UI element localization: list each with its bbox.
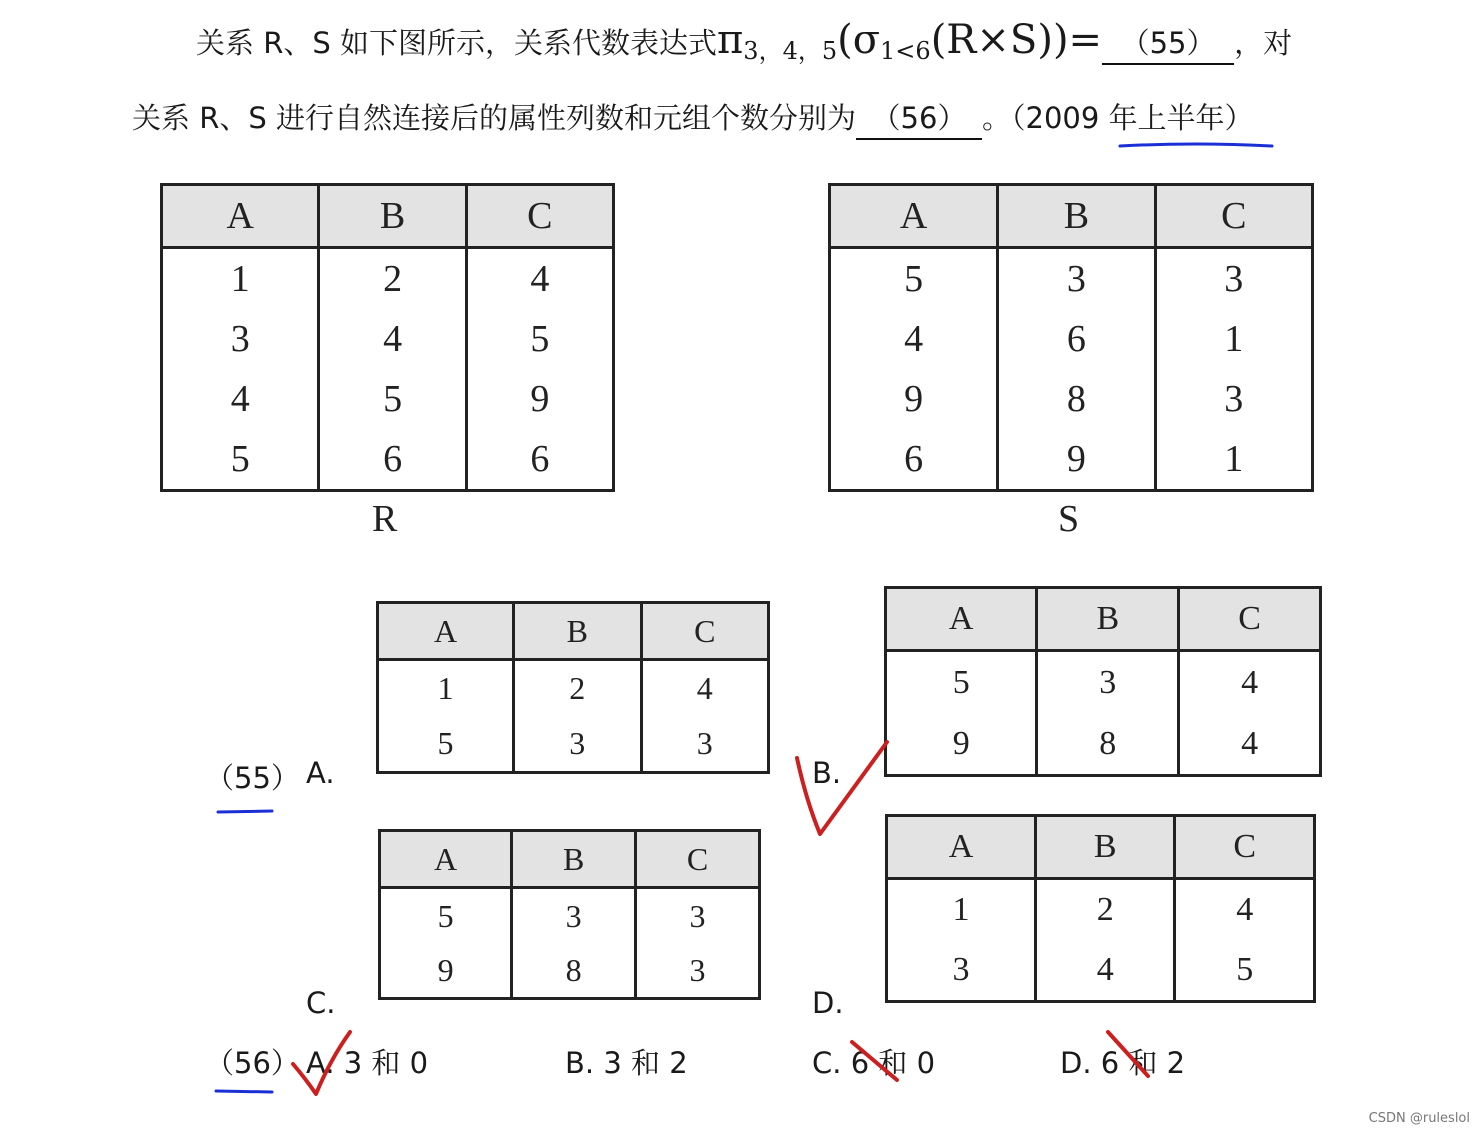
table-cell: 3 xyxy=(641,716,769,773)
table-cell: 4 xyxy=(319,309,466,369)
table-cell: 9 xyxy=(886,713,1037,776)
relation-s-header-a: A xyxy=(830,185,998,248)
option-56a-label: A. xyxy=(306,1046,335,1080)
option-55b-header-a: A xyxy=(886,588,1037,651)
table-cell: 2 xyxy=(319,248,466,310)
table-cell: 6 xyxy=(830,429,998,491)
projection-attributes: 3，4，5 xyxy=(743,37,838,65)
option-55d-label: D. xyxy=(812,986,844,1020)
table-cell: 5 xyxy=(380,888,512,944)
table-cell: 9 xyxy=(466,369,613,429)
table-cell: 3 xyxy=(1155,248,1312,310)
blank-55: （55） xyxy=(1102,23,1234,65)
table-cell: 3 xyxy=(1155,369,1312,429)
cartesian-product-expr: (R×S) xyxy=(930,17,1053,63)
table-cell: 6 xyxy=(319,429,466,491)
blank-56: （56） xyxy=(856,98,982,140)
option-55a-header-c: C xyxy=(641,603,769,660)
equals-sign: = xyxy=(1068,17,1103,63)
pi-symbol: π xyxy=(717,17,744,63)
cross-out-56c-icon xyxy=(852,1042,897,1080)
table-cell: 3 xyxy=(514,716,641,773)
option-55a-label: A. xyxy=(306,756,335,790)
table-cell: 5 xyxy=(1175,940,1315,1002)
question-text-join: 关系 R、S 进行自然连接后的属性列数和元组个数分别为 xyxy=(132,101,856,135)
option-55c-label: C. xyxy=(306,986,336,1020)
table-cell: 4 xyxy=(1175,879,1315,941)
option-55d-header-c: C xyxy=(1175,816,1315,879)
table-cell: 5 xyxy=(378,716,514,773)
relation-s-header-c: C xyxy=(1155,185,1312,248)
table-cell: 6 xyxy=(998,309,1155,369)
option-55d-header-b: B xyxy=(1035,816,1175,879)
table-cell: 1 xyxy=(162,248,319,310)
option-56d-text: 6 和 2 xyxy=(1100,1046,1186,1080)
table-cell: 2 xyxy=(1035,879,1175,941)
cross-out-56d-icon xyxy=(1108,1032,1148,1076)
table-cell: 4 xyxy=(466,248,613,310)
table-cell: 4 xyxy=(641,660,769,717)
question-56-number: （56） xyxy=(205,1046,300,1080)
table-cell: 9 xyxy=(380,943,512,999)
table-cell: 1 xyxy=(1155,429,1312,491)
table-cell: 4 xyxy=(1179,651,1321,714)
q56-underline xyxy=(216,1091,272,1092)
relation-r-header-b: B xyxy=(319,185,466,248)
table-cell: 3 xyxy=(998,248,1155,310)
option-55d-header-a: A xyxy=(887,816,1036,879)
relation-r-header-c: C xyxy=(466,185,613,248)
table-cell: 2 xyxy=(514,660,641,717)
table-cell: 3 xyxy=(162,309,319,369)
table-cell: 9 xyxy=(830,369,998,429)
open-paren: ( xyxy=(837,17,853,63)
option-55c-header-b: B xyxy=(512,831,636,888)
option-55b-header-c: C xyxy=(1179,588,1321,651)
option-55c-header-a: A xyxy=(380,831,512,888)
option-56a-text: 3 和 0 xyxy=(343,1046,429,1080)
table-cell: 5 xyxy=(319,369,466,429)
question-text-paren: 。（ xyxy=(982,101,1026,135)
watermark: CSDN @ruleslol xyxy=(1368,1111,1470,1126)
table-cell: 4 xyxy=(1035,940,1175,1002)
question-text-continue: ，对 xyxy=(1234,26,1293,60)
relation-r-caption: R xyxy=(372,498,398,540)
exam-year: 2009 年上半年 xyxy=(1025,101,1225,135)
year-underline xyxy=(1120,144,1272,146)
table-cell: 4 xyxy=(1179,713,1321,776)
table-cell: 3 xyxy=(636,943,760,999)
table-cell: 5 xyxy=(830,248,998,310)
relation-s-header-b: B xyxy=(998,185,1155,248)
option-56c-text: 6 和 0 xyxy=(850,1046,936,1080)
table-cell: 3 xyxy=(887,940,1036,1002)
question-text-end: ） xyxy=(1224,101,1254,135)
table-cell: 8 xyxy=(1037,713,1179,776)
option-56b-text: 3 和 2 xyxy=(603,1046,688,1080)
option-55b-label: B. xyxy=(812,756,842,790)
table-cell: 6 xyxy=(466,429,613,491)
table-cell: 3 xyxy=(636,888,760,944)
table-cell: 9 xyxy=(998,429,1155,491)
question-55-number: （55） xyxy=(205,761,300,795)
table-cell: 1 xyxy=(1155,309,1312,369)
option-56b-label: B. xyxy=(565,1046,595,1080)
relation-s-caption: S xyxy=(1058,498,1080,540)
option-55a-header-b: B xyxy=(514,603,641,660)
relation-r-header-a: A xyxy=(162,185,319,248)
option-55c-header-c: C xyxy=(636,831,760,888)
close-paren: ) xyxy=(1052,17,1069,63)
table-cell: 4 xyxy=(830,309,998,369)
option-55a-header-a: A xyxy=(378,603,514,660)
check-mark-56a-icon xyxy=(293,1032,350,1094)
q55-underline xyxy=(218,811,272,812)
check-mark-55b-icon xyxy=(797,742,887,834)
table-cell: 1 xyxy=(887,879,1036,941)
table-cell: 3 xyxy=(1037,651,1179,714)
option-56d-label: D. xyxy=(1060,1046,1092,1080)
option-55b-header-b: B xyxy=(1037,588,1179,651)
table-cell: 5 xyxy=(162,429,319,491)
selection-condition: 1<6 xyxy=(880,37,931,65)
table-cell: 5 xyxy=(886,651,1037,714)
table-cell: 1 xyxy=(378,660,514,717)
sigma-symbol: σ xyxy=(852,17,881,63)
question-text-intro: 关系 R、S 如下图所示，关系代数表达式 xyxy=(196,26,717,60)
table-cell: 5 xyxy=(466,309,613,369)
table-cell: 8 xyxy=(512,943,636,999)
table-cell: 4 xyxy=(162,369,319,429)
table-cell: 3 xyxy=(512,888,636,944)
table-cell: 8 xyxy=(998,369,1155,429)
option-56c-label: C. xyxy=(812,1046,842,1080)
